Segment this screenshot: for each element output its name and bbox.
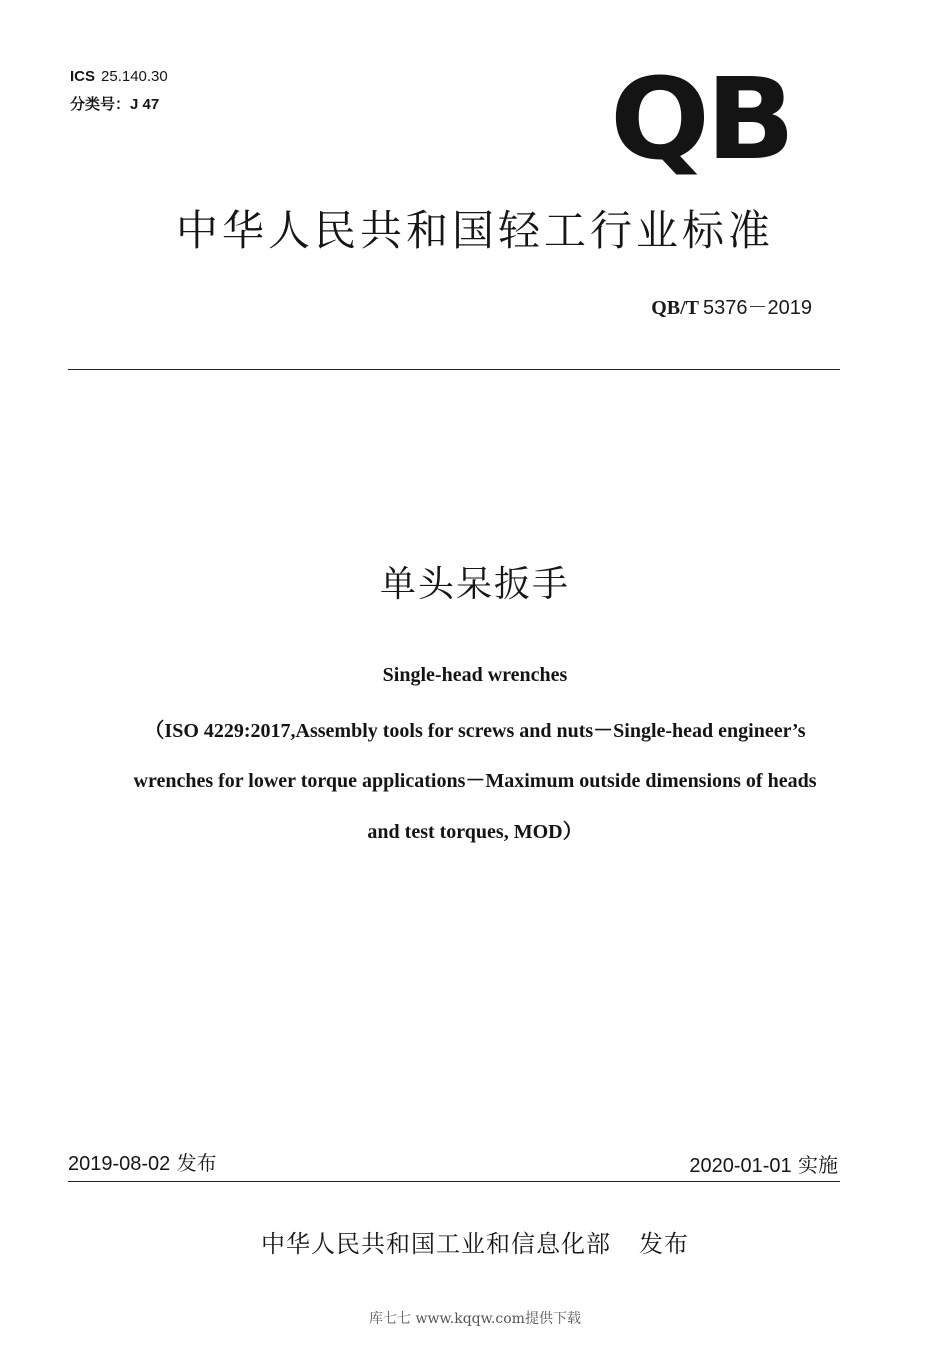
download-watermark: 库七七 www.kqqw.com提供下载 [369, 1311, 581, 1327]
top-divider [68, 369, 840, 370]
issue-date [68, 1147, 217, 1176]
classification-code [70, 93, 159, 114]
publisher [0, 1224, 950, 1259]
standard-code [651, 291, 812, 320]
ics-code [70, 68, 168, 85]
implementation-date-label: 实施 [798, 1153, 838, 1177]
bottom-divider [68, 1181, 840, 1182]
classification-value: J 47 [130, 96, 160, 113]
publisher-action: 发布 [639, 1230, 689, 1258]
publisher-name: 中华人民共和国工业和信息化部 [261, 1230, 611, 1258]
ics-label: ICS [70, 68, 96, 85]
implementation-date [689, 1149, 838, 1178]
document-title-en: Single-head wrenches [382, 664, 568, 686]
iso-reference-line-1: （ISO 4229:2017,Assembly tools for screws and nuts－Single-head engineer’s [144, 720, 806, 742]
issue-date-value: 2019-08-02 [68, 1153, 171, 1175]
iso-reference-line-3: and test torques, MOD） [367, 821, 583, 843]
implementation-date-value: 2020-01-01 [689, 1155, 792, 1177]
ics-value: 25.140.30 [101, 68, 168, 85]
standard-code-prefix: QB/T [651, 297, 700, 319]
iso-reference-line-2: wrenches for lower torque applications－Maximum outside dimensions of heads [133, 770, 817, 792]
standard-title: 中华人民共和国轻工行业标准 [175, 206, 774, 255]
qb-logo: QB [610, 55, 792, 185]
document-title-zh: 单头呆扳手 [379, 564, 570, 605]
standard-code-number: 5376－2019 [703, 297, 812, 319]
issue-date-label: 发布 [176, 1151, 217, 1175]
classification-label: 分类号： [70, 96, 131, 113]
